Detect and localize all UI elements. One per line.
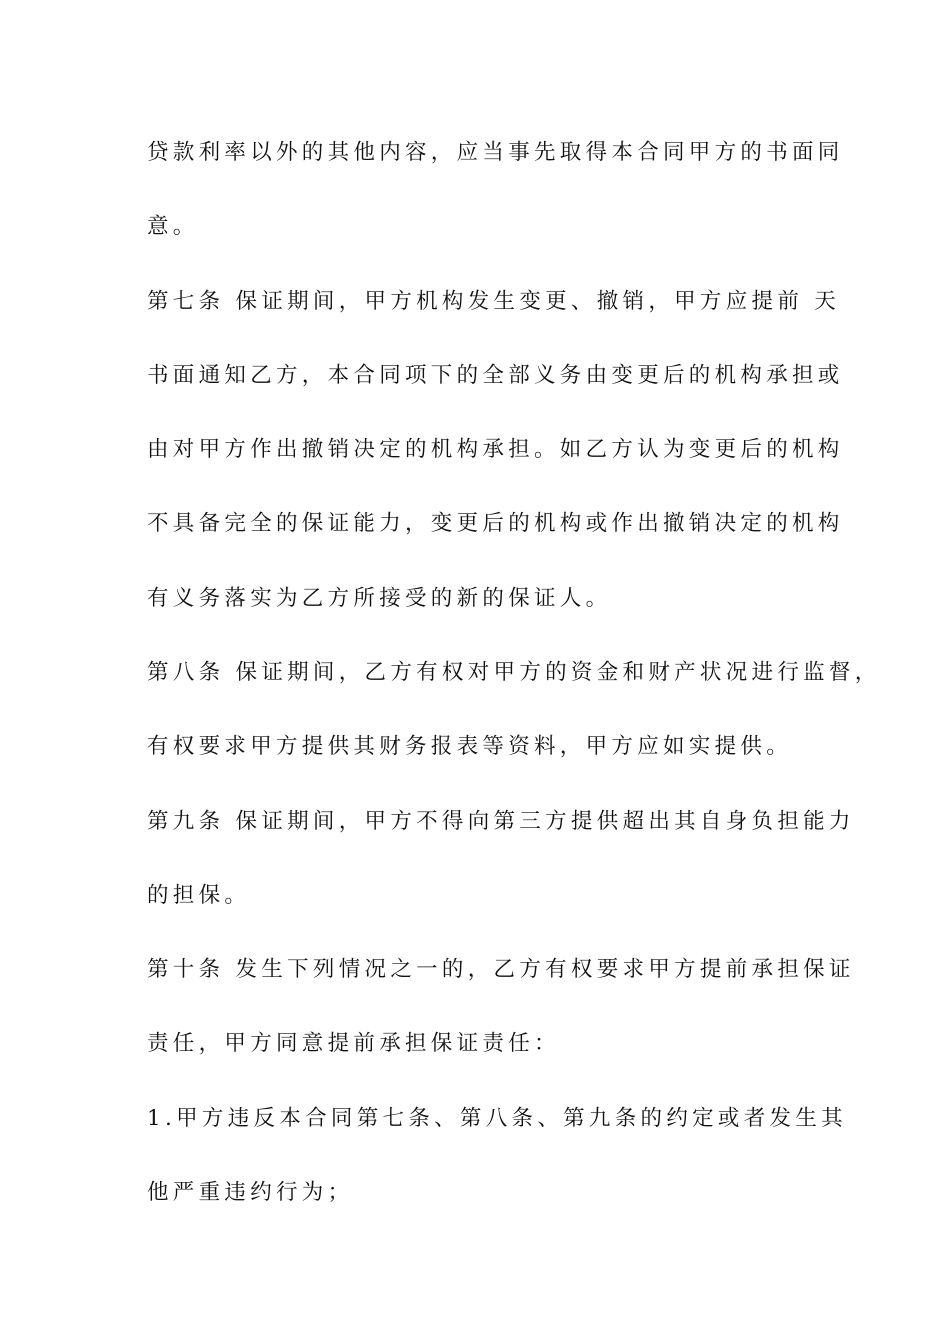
text-line: 有义务落实为乙方所接受的新的保证人。: [147, 586, 612, 611]
text-line: 由对甲方作出撤销决定的机构承担。如乙方认为变更后的机构: [147, 437, 844, 462]
text-line: 书面通知乙方，本合同项下的全部义务由变更后的机构承担或: [147, 363, 844, 388]
article-7-heading-line: 第七条 保证期间，甲方机构发生变更、撤销，甲方应提前 天: [147, 289, 841, 314]
text-line: 责任，甲方同意提前承担保证责任：: [147, 1031, 560, 1056]
text-line: 有权要求甲方提供其财务报表等资料，甲方应如实提供。: [147, 734, 793, 759]
text-line: 贷款利率以外的其他内容，应当事先取得本合同甲方的书面同: [147, 140, 844, 165]
list-item-1-line: 1.甲方违反本合同第七条、第八条、第九条的约定或者发生其: [147, 1106, 847, 1131]
article-10-heading-line: 第十条 发生下列情况之一的，乙方有权要求甲方提前承担保证: [147, 957, 855, 982]
article-8-heading-line: 第八条 保证期间，乙方有权对甲方的资金和财产状况进行监督，: [147, 660, 881, 685]
text-line: 他严重违约行为；: [147, 1180, 354, 1205]
text-line: 意。: [147, 214, 199, 239]
article-9-heading-line: 第九条 保证期间，甲方不得向第三方提供超出其自身负担能力: [147, 809, 855, 834]
text-line: 不具备完全的保证能力，变更后的机构或作出撤销决定的机构: [147, 511, 844, 536]
text-line: 的担保。: [147, 883, 251, 908]
